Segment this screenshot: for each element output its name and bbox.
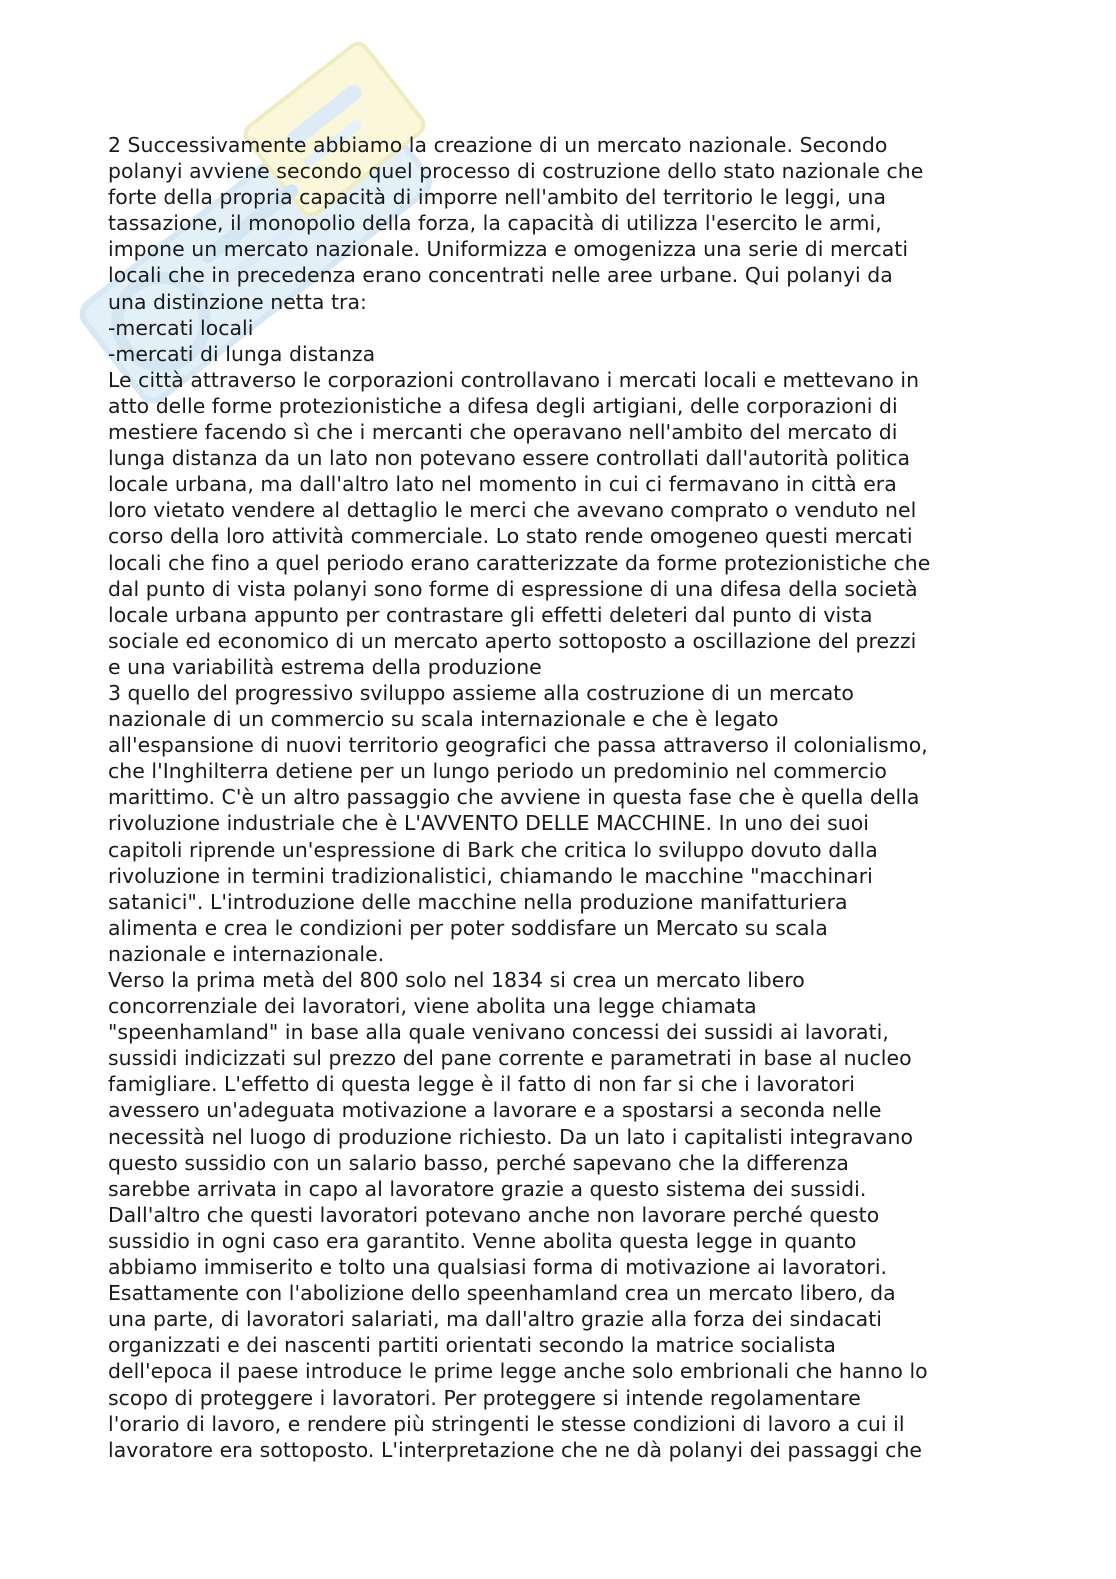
text-line: nazionale e internazionale. bbox=[108, 941, 385, 966]
text-line: una distinzione netta tra: bbox=[108, 289, 367, 314]
text-line: l'orario di lavoro, e rendere più stringenti le stesse condizioni di lavoro a cui il bbox=[108, 1411, 905, 1436]
text-line: locale urbana appunto per contrastare gli effetti deleteri dal punto di vista bbox=[108, 602, 873, 627]
text-line: Dall'altro che questi lavoratori potevano anche non lavorare perché questo bbox=[108, 1202, 880, 1227]
text-line: sussidio in ogni caso era garantito. Venne abolita questa legge in quanto bbox=[108, 1228, 857, 1253]
text-line: una parte, di lavoratori salariati, ma dall'altro grazie alla forza dei sindacati bbox=[108, 1307, 882, 1332]
text-line: Verso la prima metà del 800 solo nel 1834 si crea un mercato libero bbox=[108, 968, 805, 992]
text-line: all'espansione di nuovi territorio geografici che passa attraverso il colonialismo, bbox=[108, 733, 928, 758]
text-line: alimenta e crea le condizioni per poter soddisfare un Mercato su scala bbox=[108, 915, 828, 940]
text-line: necessità nel luogo di produzione richiesto. Da un lato i capitalisti integravano bbox=[108, 1124, 914, 1149]
text-line: corso della loro attività commerciale. Lo stato rende omogeneo questi mercati bbox=[108, 524, 913, 549]
text-line: tassazione, il monopolio della forza, la capacità di utilizza l'esercito le armi, bbox=[108, 211, 882, 236]
text-line: locali che fino a quel periodo erano caratterizzate da forme protezionistiche che bbox=[108, 550, 931, 575]
text-line: 2 Successivamente abbiamo la creazione di un mercato nazionale. Secondo bbox=[108, 133, 888, 157]
text-line: che l'Inghilterra detiene per un lungo periodo un predominio nel commercio bbox=[108, 759, 887, 784]
text-line: organizzati e dei nascenti partiti orientati secondo la matrice socialista bbox=[108, 1333, 836, 1358]
text-line: loro vietato vendere al dettaglio le merci che avevano comprato o venduto nel bbox=[108, 498, 917, 523]
text-line: impone un mercato nazionale. Uniformizza e omogenizza una serie di mercati bbox=[108, 237, 909, 262]
text-line: sarebbe arrivata in capo al lavoratore grazie a questo sistema dei sussidi. bbox=[108, 1176, 867, 1201]
text-line: 3 quello del progressivo sviluppo assieme alla costruzione di un mercato bbox=[108, 680, 854, 705]
text-line: -mercati locali bbox=[108, 315, 254, 340]
text-line: rivoluzione in termini tradizionalistici, chiamando le macchine "macchinari bbox=[108, 863, 873, 888]
document-text bbox=[108, 132, 1028, 1463]
text-line: locale urbana, ma dall'altro lato nel momento in cui ci fermavano in città era bbox=[108, 472, 897, 497]
text-line: rivoluzione industriale che è L'AVVENTO DELLE MACCHINE. In uno dei suoi bbox=[108, 811, 869, 836]
text-line: lunga distanza da un lato non potevano essere controllati dall'autorità politica bbox=[108, 446, 911, 471]
text-line: "speenhamland" in base alla quale venivano concessi dei sussidi ai lavorati, bbox=[108, 1020, 889, 1045]
text-line: avessero un'adeguata motivazione a lavorare e a spostarsi a seconda nelle bbox=[108, 1098, 882, 1123]
text-line: dal punto di vista polanyi sono forme di espressione di una difesa della società bbox=[108, 576, 918, 601]
text-line: concorrenziale dei lavoratori, viene abolita una legge chiamata bbox=[108, 994, 757, 1019]
text-line: dell'epoca il paese introduce le prime legge anche solo embrionali che hanno lo bbox=[108, 1359, 928, 1384]
text-line: polanyi avviene secondo quel processo di costruzione dello stato nazionale che bbox=[108, 159, 924, 184]
text-line: scopo di proteggere i lavoratori. Per proteggere si intende regolamentare bbox=[108, 1385, 861, 1410]
text-line: capitoli riprende un'espressione di Bark che critica lo sviluppo dovuto dalla bbox=[108, 837, 878, 862]
text-line: e una variabilità estrema della produzione bbox=[108, 654, 542, 679]
text-line: mestiere facendo sì che i mercanti che operavano nell'ambito del mercato di bbox=[108, 420, 898, 445]
text-line: lavoratore era sottoposto. L'interpretazione che ne dà polanyi dei passaggi che bbox=[108, 1437, 923, 1462]
text-line: satanici". L'introduzione delle macchine nella produzione manifatturiera bbox=[108, 889, 848, 914]
text-line: marittimo. C'è un altro passaggio che avviene in questa fase che è quella della bbox=[108, 785, 920, 810]
text-line: famigliare. L'effetto di questa legge è il fatto di non far si che i lavoratori bbox=[108, 1072, 856, 1097]
text-line: nazionale di un commercio su scala internazionale e che è legato bbox=[108, 707, 779, 732]
text-line: Le città attraverso le corporazioni controllavano i mercati locali e mettevano in bbox=[108, 367, 920, 392]
text-line: Esattamente con l'abolizione dello speenhamland crea un mercato libero, da bbox=[108, 1281, 896, 1306]
text-line: abbiamo immiserito e tolto una qualsiasi forma di motivazione ai lavoratori. bbox=[108, 1255, 888, 1280]
text-line: forte della propria capacità di imporre nell'ambito del territorio le leggi, una bbox=[108, 185, 886, 210]
text-line: -mercati di lunga distanza bbox=[108, 341, 376, 366]
text-line: questo sussidio con un salario basso, perché sapevano che la differenza bbox=[108, 1150, 849, 1175]
text-line: atto delle forme protezionistiche a difesa degli artigiani, delle corporazioni di bbox=[108, 393, 898, 418]
text-line: sussidi indicizzati sul prezzo del pane corrente e parametrati in base al nucleo bbox=[108, 1046, 912, 1071]
text-line: locali che in precedenza erano concentrati nelle aree urbane. Qui polanyi da bbox=[108, 263, 893, 288]
text-line: sociale ed economico di un mercato aperto sottoposto a oscillazione del prezzi bbox=[108, 628, 917, 653]
